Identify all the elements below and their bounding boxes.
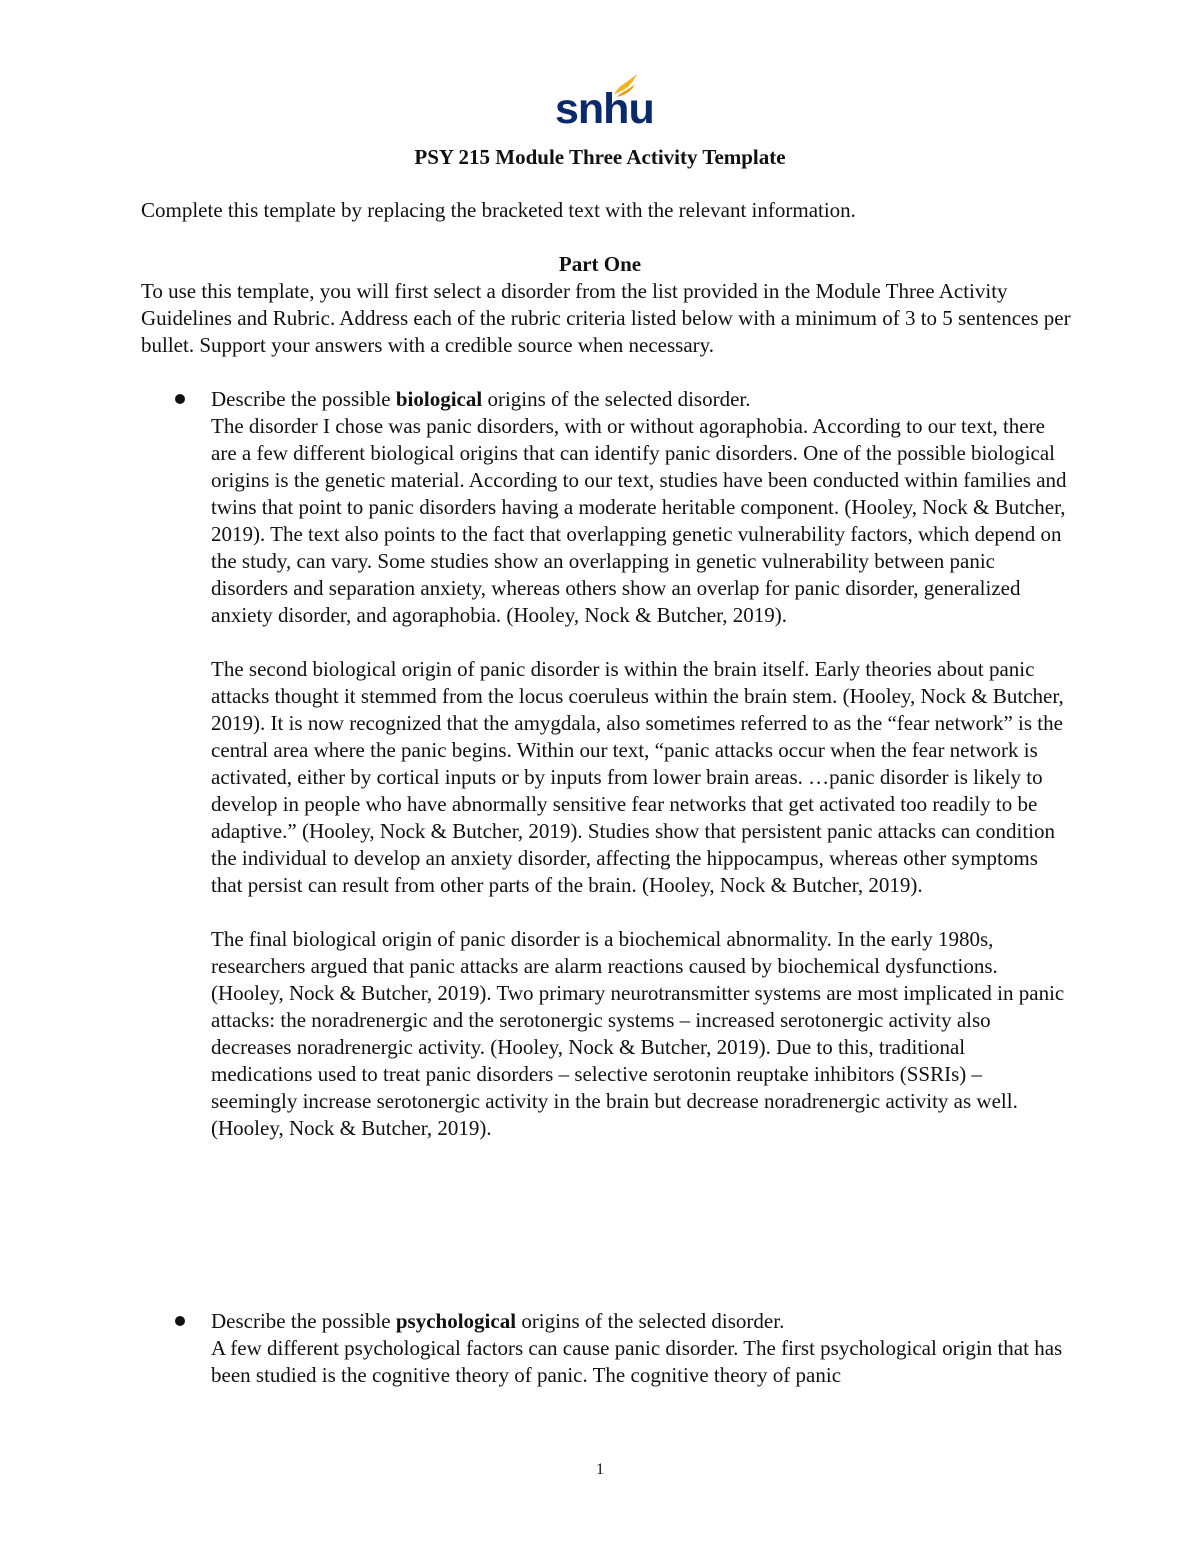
part-one-instructions: To use this template, you will first select a disorder from the list provided in the Module Three Activity Guidelines and Rubric. Address each of the rubric criteria listed below with a minimum of 3 to 5 sentences per bullet. Support your answers with a credible source when necessary. bbox=[141, 279, 1071, 357]
prompt-keyword: psychological bbox=[395, 1309, 517, 1333]
bullet-prompt: Describe the possible psychological origins of the selected disorder. bbox=[211, 1309, 785, 1333]
answer-paragraph: A few different psychological factors can cause panic disorder. The first psychological origin that has been studied is the cognitive theory of panic. The cognitive theory of panic bbox=[211, 1336, 1063, 1387]
answer-paragraph: The final biological origin of panic disorder is a biochemical abnormality. In the early 1980s, researchers argued that panic attacks are alarm reactions caused by biochemical dysfunctions. (Hooley, Nock & Butcher, 2019). Two primary neurotransmitter systems are most implicated in panic attacks: the noradrenergic and the serotonergic systems – increased serotonergic activity also decreases noradrenergic activity. (Hooley, Nock & Butcher, 2019). Due to this, traditional medications used to treat panic disorders – selective serotonin reuptake inhibitors (SSRIs) – seemingly increase serotonergic activity in the brain but decrease noradrenergic activity as well. (Hooley, Nock & Butcher, 2019). bbox=[211, 927, 1065, 1140]
bullet-psychological bbox=[211, 1308, 1071, 1389]
document-title: PSY 215 Module Three Activity Template bbox=[414, 145, 786, 169]
bullet-biological bbox=[211, 386, 1071, 1142]
intro-text: Complete this template by replacing the bracketed text with the relevant information. bbox=[141, 198, 856, 222]
bullet-prompt: Describe the possible biological origins of the selected disorder. bbox=[211, 387, 751, 411]
prompt-keyword: biological bbox=[395, 387, 483, 411]
answer-paragraph: The second biological origin of panic disorder is within the brain itself. Early theories about panic attacks thought it stemmed from the locus coeruleus within the brain stem. (Hooley, Nock & Butcher, 2019). It is now recognized that the amygdala, also sometimes referred to as the “fear network” is the central area where the panic begins. Within our text, “panic attacks occur when the fear network is activated, either by cortical inputs or by inputs from lower brain areas. …panic disorder is likely to develop in people who have abnormally sensitive fear networks that get activated too readily to be adaptive.” (Hooley, Nock & Butcher, 2019). Studies show that persistent panic attacks can condition the individual to develop an anxiety disorder, affecting the hippocampus, whereas other symptoms that persist can result from other parts of the brain. (Hooley, Nock & Butcher, 2019). bbox=[211, 657, 1064, 897]
snhu-logo bbox=[553, 72, 654, 134]
logo-wordmark: snhu bbox=[555, 85, 654, 133]
part-one-heading: Part One bbox=[558, 252, 642, 276]
bullet-icon bbox=[175, 1316, 185, 1326]
page-number: 1 bbox=[596, 1461, 604, 1478]
bullet-icon bbox=[175, 394, 185, 404]
answer-paragraph: The disorder I chose was panic disorders, with or without agoraphobia. According to our text, there are a few different biological origins that can identify panic disorders. One of the possible biological origins is the genetic material. According to our text, studies have been conducted within families and twins that point to panic disorders having a moderate heritable component. (Hooley, Nock & Butcher, 2019). The text also points to the fact that overlapping genetic vulnerability factors, which depend on the study, can vary. Some studies show an overlapping in genetic vulnerability between panic disorders and separation anxiety, whereas others show an overlap for panic disorder, generalized anxiety disorder, and agoraphobia. (Hooley, Nock & Butcher, 2019). bbox=[211, 414, 1067, 627]
